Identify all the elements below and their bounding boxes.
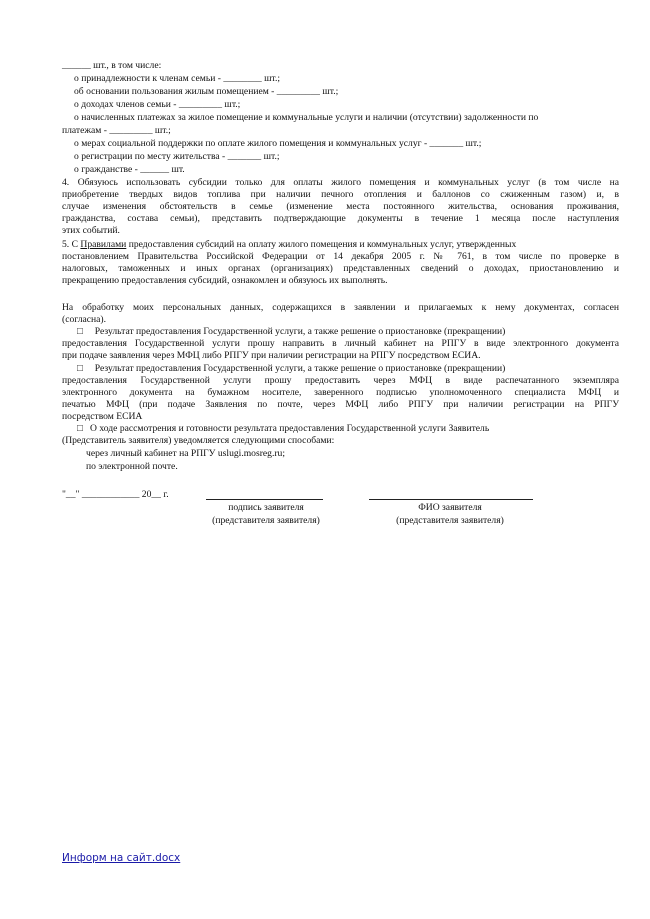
item5-line1 xyxy=(62,239,619,251)
option2-checkbox-icon[interactable]: □ xyxy=(77,363,83,374)
item4-line5: этих событий. xyxy=(62,225,120,236)
consent-line2: (согласна). xyxy=(62,314,106,325)
signature-line xyxy=(206,499,323,500)
count-family: о принадлежности к членам семьи - ________ шт.; xyxy=(74,73,281,84)
count-basis: об основании пользования жилым помещением - _________ шт.; xyxy=(74,86,339,97)
option2-line4: печатью МФЦ (при подаче Заявления по почте, через МФЦ либо РПГУ при наличии регистрации на РПГУ xyxy=(62,399,619,410)
option3-line2: (Представитель заявителя) уведомляется следующими способами: xyxy=(62,435,335,446)
signature-date: "__" ____________ 20__ г. xyxy=(62,489,169,500)
option1-line2: предоставления Государственной услуги прошу направить в личный кабинет на РПГУ в виде электронного документа xyxy=(62,338,619,349)
option3-text: О ходе рассмотрения и готовности результата предоставления Государственной услуги Заявитель xyxy=(90,423,490,434)
item5-line3: налоговых, таможенных и иных органах (организациях) представленных сведений о доходах, приостановлению и xyxy=(62,263,619,274)
item5-line4: прекращению предоставления субсидий, ознакомлен и обязуюсь их выполнять. xyxy=(62,275,388,286)
fio-label: ФИО заявителя xyxy=(418,502,482,513)
option2-text: Результат предоставления Государственной услуги, а также решение о приостановке (прекращении) xyxy=(94,363,506,374)
item4-line1: 4. Обязуюсь использовать субсидии только для оплаты жилого помещения и коммунальных услуг (в том числе на xyxy=(62,177,619,188)
count-support: о мерах социальной поддержки по оплате жилого помещения и коммунальных услуг - _______ шт.; xyxy=(74,138,482,149)
item5-prefix: 5. С xyxy=(62,239,81,250)
option1-line1 xyxy=(77,326,619,338)
fio-sublabel: (представителя заявителя) xyxy=(396,515,504,526)
option3-checkbox-icon[interactable]: □ xyxy=(77,423,83,434)
count-income: о доходах членов семьи - _________ шт.; xyxy=(74,99,241,110)
item4-line3: случае изменения обстоятельств в семье (изменение места постоянного жительства, основания проживания, xyxy=(62,201,619,212)
option1-line3: при подаче заявления через МФЦ либо РПГУ при наличии регистрации на РПГУ посредством ЕСИА. xyxy=(62,350,481,361)
fio-line xyxy=(369,499,533,500)
option2-line1 xyxy=(77,363,619,375)
consent-line1: На обработку моих персональных данных, содержащихся в заявлении и прилагаемых к нему документах, согласен xyxy=(62,302,619,313)
signature-sublabel: (представителя заявителя) xyxy=(212,515,320,526)
notify-email: по электронной почте. xyxy=(86,461,178,472)
option2-line3: электронного документа на бумажном носителе, заверенного подписью уполномоченного специалиста МФЦ и xyxy=(62,387,619,398)
option2-line5: посредством ЕСИА xyxy=(62,411,143,422)
item4-line4: гражданства, состава семьи), представить подтверждающие документы в течение 1 месяца после наступления xyxy=(62,213,619,224)
item5-line2: постановлением Правительства Российской Федерации от 14 декабря 2005 г. № 761, в том числе по проверке в xyxy=(62,251,619,262)
count-registration: о регистрации по месту жительства - _______ шт.; xyxy=(74,151,280,162)
option2-line2: предоставления Государственной услуги прошу предоставить через МФЦ в виде распечатанного экземпляра xyxy=(62,375,619,386)
attachment-link[interactable]: Информ на сайт.docx xyxy=(62,852,181,864)
count-payments-line2: платежам - _________ шт.; xyxy=(62,125,171,136)
option3-line1 xyxy=(77,423,619,435)
option1-checkbox-icon[interactable]: □ xyxy=(77,326,83,337)
notify-cabinet: через личный кабинет на РПГУ uslugi.mosreg.ru; xyxy=(86,448,286,459)
count-citizenship: о гражданстве - ______ шт. xyxy=(74,164,185,175)
count-total: ______ шт., в том числе: xyxy=(62,60,162,71)
option1-text: Результат предоставления Государственной услуги, а также решение о приостановке (прекращении) xyxy=(94,326,506,337)
count-payments-line1: о начисленных платежах за жилое помещение и коммунальные услуги и наличии (отсутствии) задолженности по xyxy=(74,112,539,123)
item5-line1-rest: предоставления субсидий на оплату жилого помещения и коммунальных услуг, утвержденных xyxy=(126,239,517,250)
item4-line2: приобретение твердых видов топлива при наличии печного отопления и баллонов со сжиженным газом) и, в xyxy=(62,189,619,200)
signature-label: подпись заявителя xyxy=(228,502,304,513)
rules-link[interactable]: Правилами xyxy=(80,239,127,250)
